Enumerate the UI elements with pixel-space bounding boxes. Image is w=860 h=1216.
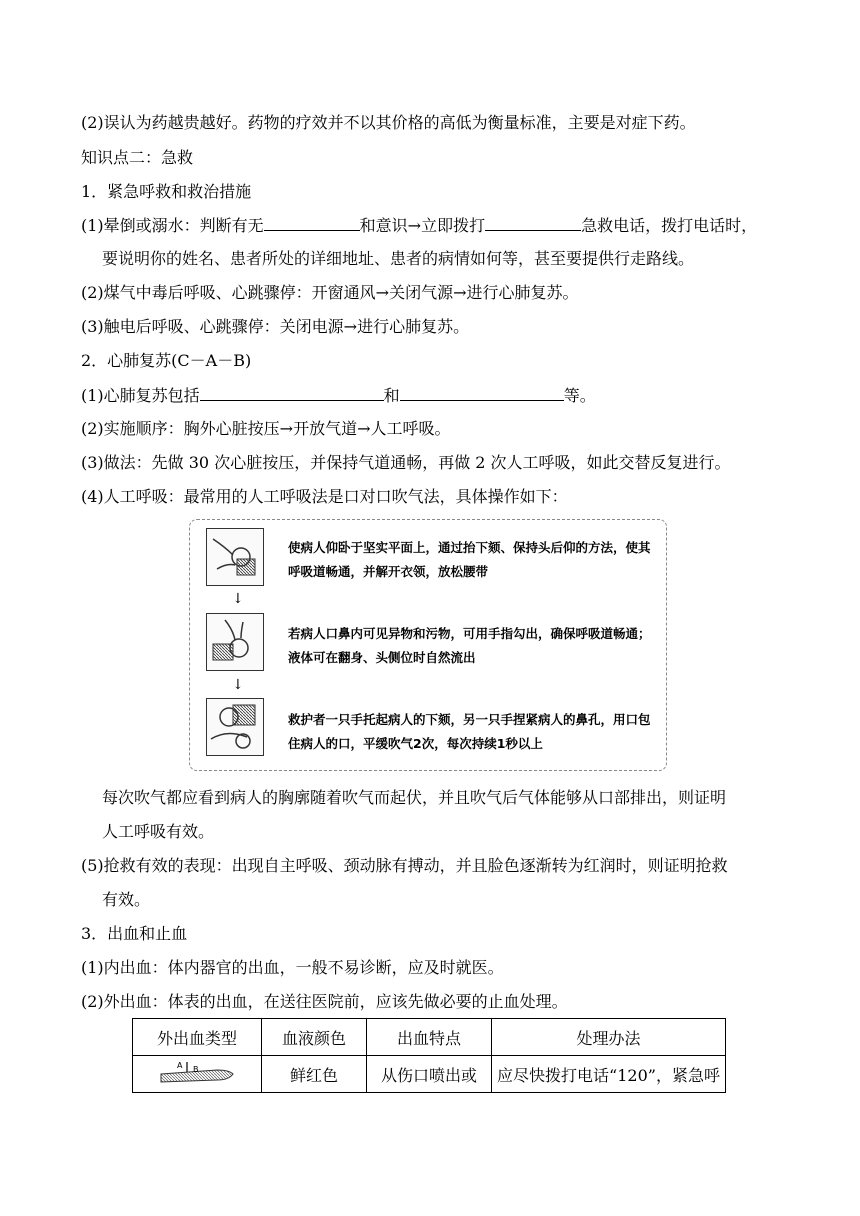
- subsection-heading: 1．紧急呼救和救治措施: [81, 182, 252, 201]
- text-line: (2)煤气中毒后呼吸、心跳骤停：开窗通风→关闭气源→进行心肺复苏。: [81, 283, 579, 302]
- text-line: 要说明你的姓名、患者所处的详细地址、患者的病情如何等，甚至要提供行走路线。: [102, 249, 695, 268]
- blood-color-cell: 鲜红色: [262, 1056, 367, 1093]
- subsection-heading: 3．出血和止血: [81, 924, 188, 943]
- text-line-blanks: [81, 214, 757, 237]
- text-line-blanks: [81, 384, 596, 407]
- fill-blank[interactable]: [200, 384, 384, 401]
- text-segment: 等。: [563, 386, 596, 405]
- step1-text: 使病人仰卧于坚实平面上，通过抬下颏、保持头后仰的方法，使其呼吸道畅通，并解开衣领，放松腰带: [288, 540, 651, 579]
- step2-text: 若病人口鼻内可见异物和污物，可用手指勾出，确保呼吸道畅通；液体可在翻身、头侧位时自然流出: [288, 626, 651, 665]
- fill-blank[interactable]: [400, 384, 564, 401]
- text-line: 有效。: [102, 890, 151, 909]
- text-segment: (1)心肺复苏包括: [81, 386, 200, 405]
- step3-illustration: [206, 698, 264, 756]
- step1-illustration: [206, 528, 264, 586]
- text-segment: 急救电话，拨打电话时，: [581, 216, 758, 235]
- artificial-respiration-figure: [189, 519, 667, 771]
- bleeding-feature-cell: 从伤口喷出或: [367, 1056, 492, 1093]
- down-arrow-icon: ↓: [232, 677, 244, 693]
- label-b: B: [193, 1065, 199, 1074]
- table-header: 血液颜色: [262, 1019, 367, 1056]
- table-header-row: [133, 1019, 726, 1056]
- fill-blank[interactable]: [264, 214, 360, 231]
- text-line: (5)抢救有效的表现：出现自主呼吸、颈动脉有搏动，并且脸色逐渐转为红润时，则证明抢救: [81, 856, 728, 875]
- text-line: (3)触电后呼吸、心跳骤停：关闭电源→进行心肺复苏。: [81, 317, 470, 336]
- subsection-heading: 2．心肺复苏(C－A－B): [81, 351, 252, 370]
- bleeding-type-cell: [133, 1056, 262, 1093]
- step3-text: 救护者一只手托起病人的下颏，另一只手捏紧病人的鼻孔，用口包住病人的口，平缓吹气2次，每次持续1秒以上: [288, 712, 651, 751]
- text-segment: (1)晕倒或溺水：判断有无: [81, 216, 264, 235]
- down-arrow-icon: ↓: [232, 591, 244, 607]
- section-heading: 知识点二：急救: [81, 148, 194, 167]
- text-line: (4)人工呼吸：最常用的人工呼吸法是口对口吹气法，具体操作如下：: [81, 487, 568, 506]
- text-line: 人工呼吸有效。: [102, 822, 215, 841]
- text-line: (2)误认为药越贵越好。药物的疗效并不以其价格的高低为衡量标准，主要是对症下药。: [81, 113, 696, 132]
- fill-blank[interactable]: [485, 214, 581, 231]
- text-segment: 和意识→立即拨打: [359, 216, 486, 235]
- text-segment: 和: [383, 386, 400, 405]
- table-header: 出血特点: [367, 1019, 492, 1056]
- table-row: [133, 1056, 726, 1093]
- text-line: (2)外出血：体表的出血，在送往医院前，应该先做必要的止血处理。: [81, 992, 568, 1011]
- text-line: (1)内出血：体内器官的出血，一般不易诊断，应及时就医。: [81, 958, 504, 977]
- arm-wound-illustration: [157, 1058, 237, 1086]
- label-a: A: [177, 1061, 183, 1070]
- text-line: (3)做法：先做 30 次心脏按压，并保持气道通畅，再做 2 次人工呼吸，如此交替反复进行。: [81, 453, 731, 472]
- table-header: 外出血类型: [133, 1019, 262, 1056]
- table-header: 处理办法: [492, 1019, 726, 1056]
- step2-illustration: [206, 613, 264, 671]
- bleeding-table: [132, 1018, 726, 1093]
- text-line: (2)实施顺序：胸外心脏按压→开放气道→人工呼吸。: [81, 419, 451, 438]
- treatment-cell: 应尽快拨打电话“120”，紧急呼: [492, 1056, 726, 1093]
- text-line: 每次吹气都应看到病人的胸廓随着吹气而起伏，并且吹气后气体能够从口部排出，则证明: [102, 788, 727, 807]
